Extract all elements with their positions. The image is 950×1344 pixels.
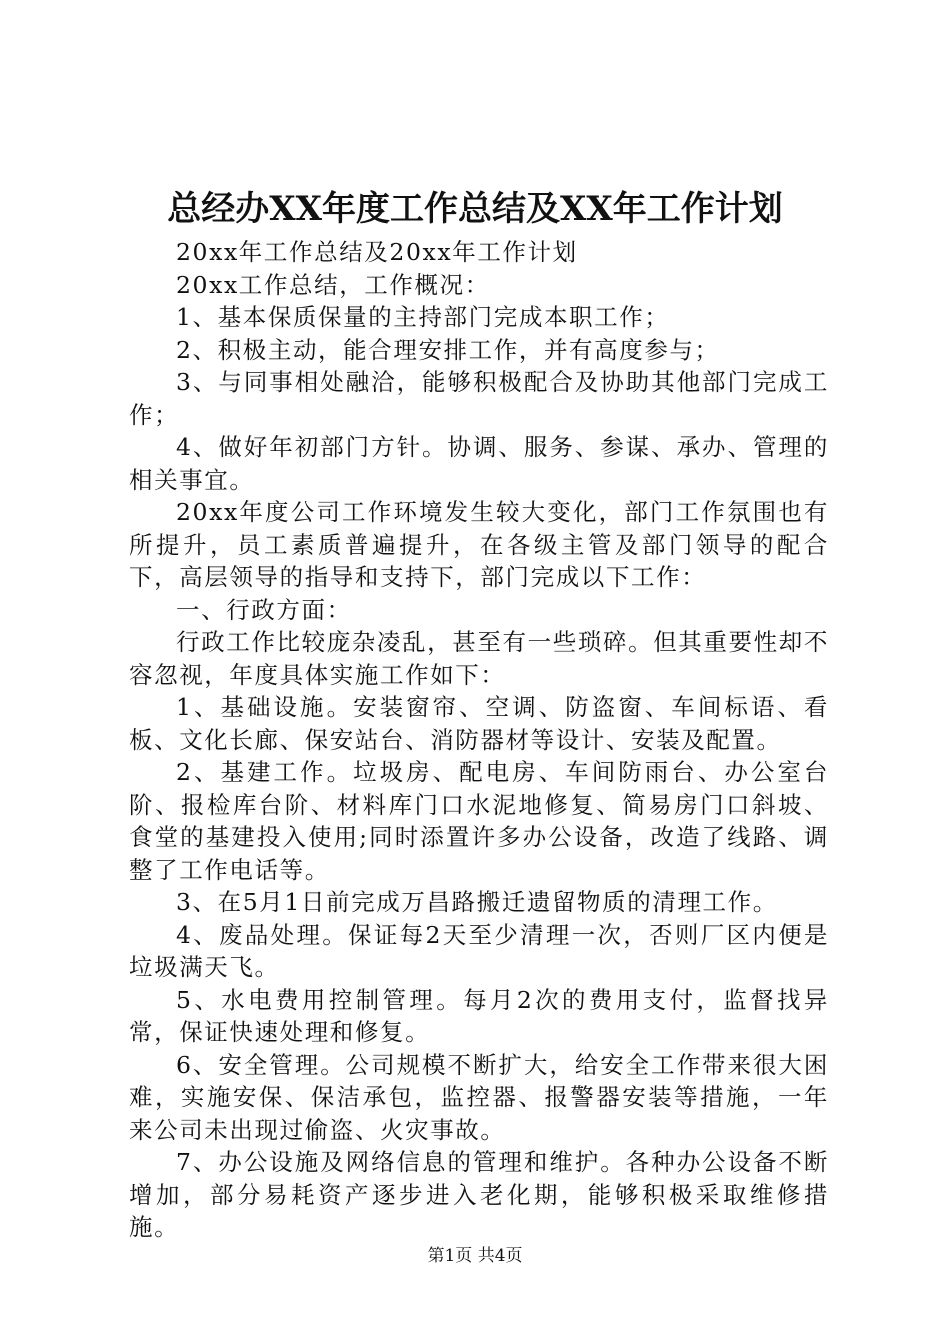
paragraph: 1、基础设施。安装窗帘、空调、防盗窗、车间标语、看板、文化长廊、保安站台、消防器材等设计、安装及配置。: [129, 693, 829, 754]
paragraph: 行政工作比较庞杂凌乱，甚至有一些琐碎。但其重要性却不容忽视，年度具体实施工作如下：: [129, 628, 829, 689]
paragraph: 4、做好年初部门方针。协调、服务、参谋、承办、管理的相关事宜。: [129, 433, 829, 494]
paragraph: 2、基建工作。垃圾房、配电房、车间防雨台、办公室台阶、报检库台阶、材料库门口水泥地修复、简易房门口斜坡、食堂的基建投入使用;同时添置许多办公设备，改造了线路、调整了工作电话等。: [129, 758, 829, 884]
paragraph: 1、基本保质保量的主持部门完成本职工作；: [176, 303, 670, 331]
paragraph: 20xx年度公司工作环境发生较大变化，部门工作氛围也有所提升，员工素质普遍提升，在各级主管及部门领导的配合下，高层领导的指导和支持下，部门完成以下工作：: [129, 498, 829, 591]
paragraph: 一、行政方面：: [176, 595, 352, 624]
paragraph: 3、在5月1日前完成万昌路搬迁遗留物质的清理工作。: [176, 888, 778, 916]
paragraph: 2、积极主动，能合理安排工作，并有高度参与；: [176, 335, 720, 364]
paragraph: 3、与同事相处融洽，能够积极配合及协助其他部门完成工作；: [129, 368, 829, 429]
paragraph: 6、安全管理。公司规模不断扩大，给安全工作带来很大困难，实施安保、保洁承包，监控器、报警器安装等措施，一年来公司未出现过偷盗、火灾事故。: [129, 1050, 829, 1144]
paragraph: 20xx年工作总结及20xx年工作计划: [176, 238, 578, 266]
paragraph: 20xx工作总结，工作概况：: [176, 270, 490, 299]
document-body: [129, 236, 829, 1244]
paragraph: 7、办公设施及网络信息的管理和维护。各种办公设备不断增加，部分易耗资产逐步进入老化期，能够积极采取维修措施。: [129, 1148, 829, 1241]
paragraph: 5、水电费用控制管理。每月2次的费用支付，监督找异常，保证快速处理和修复。: [129, 985, 829, 1046]
document-title: 总经办XX年度工作总结及XX年工作计划: [167, 189, 783, 229]
paragraph: 4、废品处理。保证每2天至少清理一次，否则厂区内便是垃圾满天飞。: [129, 920, 829, 981]
page-footer: 第1页 共4页: [427, 1246, 523, 1266]
